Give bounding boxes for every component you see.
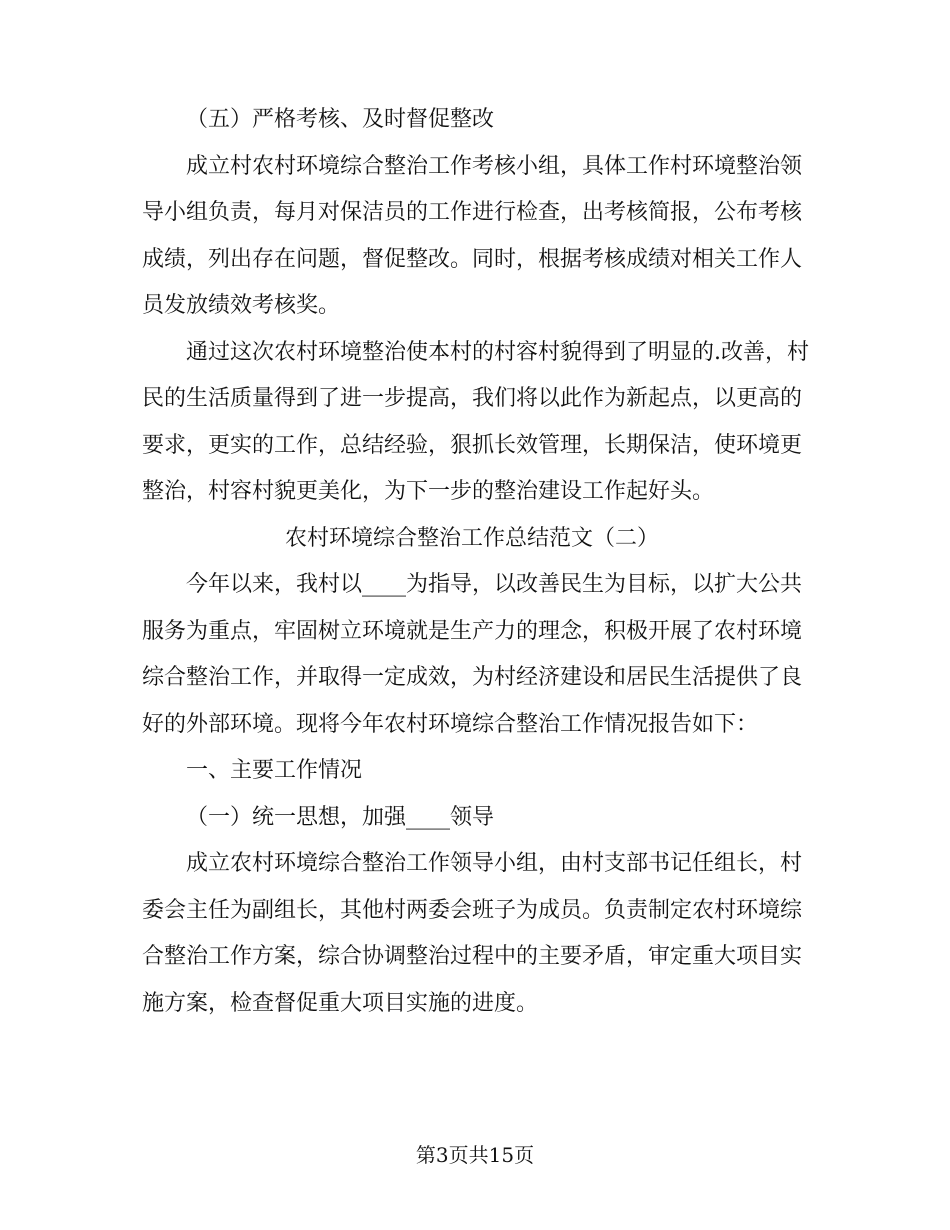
section-heading: 一、主要工作情况: [186, 758, 363, 783]
paragraph-line: 民的生活质量得到了进一步提高，我们将以此作为新起点，以更高的: [142, 386, 803, 411]
paragraph-line: 成立农村环境综合整治工作领导小组，由村支部书记任组长，村: [186, 851, 803, 876]
paragraph-line: 导小组负责，每月对保洁员的工作进行检查，出考核简报，公布考核: [142, 200, 803, 225]
page-content: [142, 97, 809, 1027]
subsection-heading: （一）统一思想，加强____领导: [186, 804, 495, 830]
paragraph-line: 综合整治工作，并取得一定成效，为村经济建设和居民生活提供了良: [142, 665, 803, 690]
paragraph-line: 服务为重点，牢固树立环境就是生产力的理念，积极开展了农村环境: [142, 618, 803, 644]
paragraph-line: 成绩，列出存在问题，督促整改。同时，根据考核成绩对相关工作人: [142, 246, 803, 272]
document-title: 农村环境综合整治工作总结范文（二）: [284, 525, 659, 551]
paragraph-line: 通过这次农村环境整治使本村的村容村貌得到了明显的.改善，村: [186, 339, 809, 365]
paragraph-line: 今年以来，我村以____为指导，以改善民生为目标，以扩大公共: [186, 572, 803, 597]
paragraph-line: 员发放绩效考核奖。: [142, 293, 341, 318]
paragraph-line: 要求，更实的工作，总结经验，狠抓长效管理，长期保洁，使环境更: [142, 432, 803, 458]
paragraph-line: 委会主任为副组长，其他村两委会班子为成员。负责制定农村环境综: [142, 897, 803, 923]
section-heading: （五）严格考核、及时督促整改: [186, 107, 495, 132]
paragraph-line: 合整治工作方案，综合协调整治过程中的主要矛盾，审定重大项目实: [142, 944, 803, 969]
paragraph-line: 成立村农村环境综合整治工作考核小组，具体工作村环境整治领: [186, 153, 803, 179]
paragraph-line: 整治，村容村貌更美化，为下一步的整治建设工作起好头。: [142, 479, 715, 504]
page-footer: 第3页共15页: [415, 1143, 535, 1167]
paragraph-line: 好的外部环境。现将今年农村环境综合整治工作情况报告如下：: [142, 711, 759, 737]
paragraph-line: 施方案，检查督促重大项目实施的进度。: [142, 990, 539, 1016]
